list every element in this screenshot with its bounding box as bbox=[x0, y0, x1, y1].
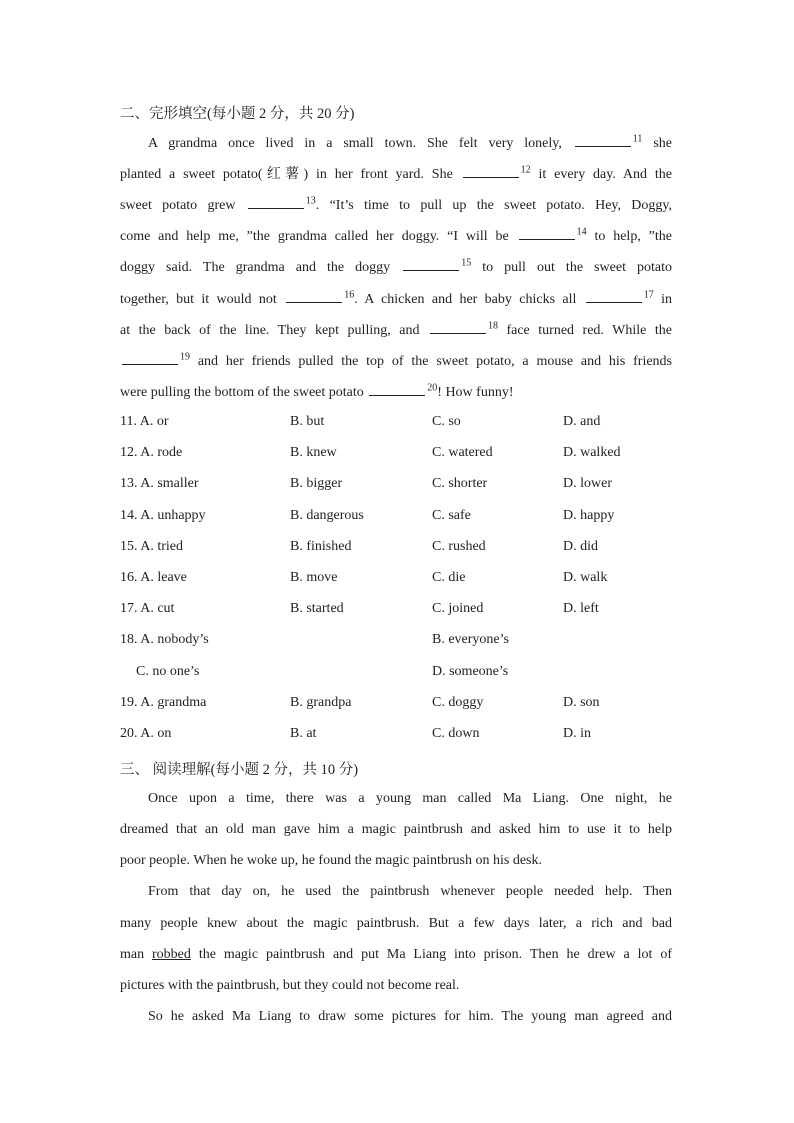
question-option: D. in bbox=[563, 726, 591, 741]
question-option: D. someone’s bbox=[432, 663, 509, 679]
question-option: B. dangerous bbox=[290, 507, 364, 523]
text-line: poor people. When he woke up, he found the magic paintbrush on his desk. bbox=[120, 853, 542, 868]
blank-number: 19 bbox=[180, 351, 190, 363]
text-line: From that day on, he used the paintbrush whenever people needed help. Then bbox=[148, 884, 672, 899]
text-line bbox=[120, 383, 672, 403]
text-fragment: doggy said. The grandma and the doggy bbox=[120, 260, 402, 275]
text-fragment: together, but it would not bbox=[120, 292, 285, 307]
question-option: 18. A. nobody’s bbox=[120, 632, 209, 648]
question-option: 12. A. rode bbox=[120, 445, 183, 461]
question-option: C. joined bbox=[432, 601, 484, 617]
question-option: D. son bbox=[563, 694, 600, 710]
question-option: D. lower bbox=[563, 476, 612, 492]
question-option: 16. A. leave bbox=[120, 570, 187, 585]
blank-number: 20 bbox=[427, 382, 438, 394]
question-option: 11. A. or bbox=[120, 414, 169, 429]
question-option: D. walked bbox=[563, 445, 621, 461]
text-line: dreamed that an old man gave him a magic paintbrush and asked him to use it to help bbox=[120, 822, 672, 837]
question-option: B. everyone’s bbox=[432, 632, 509, 648]
blank-number: 16 bbox=[344, 289, 355, 301]
question-option: C. rushed bbox=[432, 538, 486, 554]
text-line bbox=[120, 290, 672, 310]
text-fragment: come and help me, ”the grandma called her doggy. “I will be bbox=[120, 229, 517, 244]
question-option: B. knew bbox=[290, 445, 337, 461]
text-fragment: . A chicken and her baby chicks all bbox=[354, 292, 584, 307]
answer-blank bbox=[286, 290, 342, 303]
answer-blank bbox=[430, 321, 486, 334]
blank-number: 11 bbox=[632, 133, 643, 145]
text-fragment: to help, ”the bbox=[586, 229, 672, 244]
blank-number: 12 bbox=[520, 164, 531, 176]
question-option: C. safe bbox=[432, 507, 471, 523]
question-option: C. shorter bbox=[432, 476, 488, 492]
question-option: B. finished bbox=[290, 538, 352, 554]
blank-number: 13 bbox=[305, 195, 316, 207]
text-line bbox=[120, 196, 672, 216]
blank-number: 17 bbox=[643, 289, 654, 301]
text-fragment: face turned red. While the bbox=[497, 323, 672, 338]
answer-blank bbox=[403, 258, 459, 271]
answer-blank bbox=[463, 165, 519, 178]
text-line: Once upon a time, there was a young man called Ma Liang. One night, he bbox=[148, 791, 672, 806]
text-fragment: it every day. And the bbox=[530, 167, 672, 182]
question-option: B. but bbox=[290, 414, 325, 429]
question-option: B. move bbox=[290, 570, 338, 585]
answer-blank bbox=[248, 196, 304, 209]
blank-number: 15 bbox=[461, 257, 472, 269]
text-fragment: to pull out the sweet potato bbox=[471, 260, 672, 275]
text-line bbox=[120, 945, 672, 965]
question-option: 17. A. cut bbox=[120, 601, 175, 617]
question-option: C. die bbox=[432, 570, 466, 585]
question-option: C. no one’s bbox=[136, 663, 200, 679]
answer-blank bbox=[369, 383, 425, 396]
text-fragment: . “It’s time to pull up the sweet potato. Hey, Doggy, bbox=[315, 198, 673, 213]
question-option: C. down bbox=[432, 726, 480, 741]
text-fragment: A grandma once lived in a small town. She felt very lonely, bbox=[148, 136, 573, 151]
question-option: D. happy bbox=[563, 507, 615, 523]
answer-blank bbox=[575, 134, 631, 147]
text-fragment: she bbox=[642, 136, 672, 151]
question-option: D. did bbox=[563, 538, 598, 554]
question-option: B. at bbox=[290, 726, 317, 741]
text-fragment: the magic paintbrush and put Ma Liang into prison. Then he drew a lot of bbox=[190, 947, 672, 962]
text-fragment: at the back of the line. They kept pulling, and bbox=[120, 323, 428, 338]
question-option: B. bigger bbox=[290, 476, 343, 492]
answer-blank bbox=[519, 227, 575, 240]
blank-number: 18 bbox=[487, 320, 498, 332]
text-fragment: man bbox=[120, 947, 153, 962]
question-option: 15. A. tried bbox=[120, 538, 183, 554]
text-fragment: sweet potato grew bbox=[120, 198, 246, 213]
question-option: B. started bbox=[290, 601, 344, 617]
question-option: 14. A. unhappy bbox=[120, 507, 206, 523]
question-option: C. so bbox=[432, 414, 461, 429]
text-line bbox=[148, 134, 672, 154]
text-fragment: and her friends pulled the top of the sweet potato, a mouse and his friends bbox=[190, 354, 672, 369]
question-option: D. and bbox=[563, 414, 601, 429]
question-option: D. walk bbox=[563, 570, 608, 585]
question-option: 20. A. on bbox=[120, 726, 172, 741]
answer-blank bbox=[122, 352, 178, 365]
underlined-word: robbed bbox=[152, 947, 191, 962]
question-option: 19. A. grandma bbox=[120, 694, 207, 710]
question-option: C. watered bbox=[432, 445, 493, 461]
section-3-title: 三、 阅读理解(每小题 2 分，共 10 分) bbox=[120, 762, 359, 778]
text-line bbox=[120, 352, 672, 372]
section-2-title: 二、完形填空(每小题 2 分，共 20 分) bbox=[120, 106, 355, 122]
text-fragment: in bbox=[653, 292, 673, 307]
text-fragment: planted a sweet potato(红薯) in her front yard. She bbox=[120, 167, 461, 182]
question-option: B. grandpa bbox=[290, 694, 352, 710]
text-line bbox=[120, 258, 672, 278]
text-line: So he asked Ma Liang to draw some pictures for him. The young man agreed and bbox=[148, 1009, 672, 1024]
blank-number: 14 bbox=[576, 226, 587, 238]
text-line bbox=[120, 165, 672, 185]
question-option: 13. A. smaller bbox=[120, 476, 199, 492]
question-option: D. left bbox=[563, 601, 599, 617]
question-option: C. doggy bbox=[432, 694, 484, 710]
text-line: many people knew about the magic paintbrush. But a few days later, a rich and bad bbox=[120, 916, 672, 931]
text-line bbox=[120, 321, 672, 341]
answer-blank bbox=[586, 290, 642, 303]
text-fragment: were pulling the bottom of the sweet potato bbox=[120, 385, 368, 400]
text-fragment: ! How funny! bbox=[437, 385, 514, 400]
text-line bbox=[120, 227, 672, 247]
text-line: pictures with the paintbrush, but they could not become real. bbox=[120, 978, 460, 993]
